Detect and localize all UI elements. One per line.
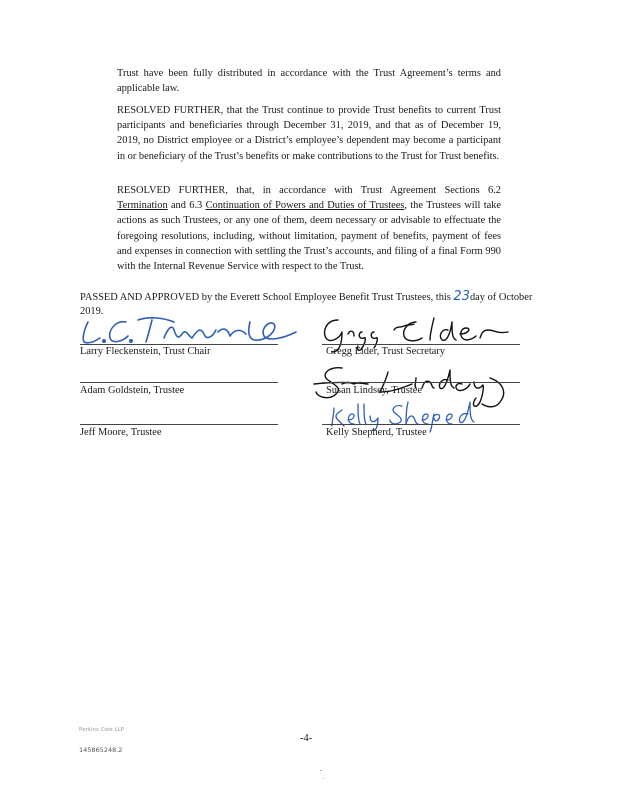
firm-stamp: Perkins Coie LLP	[79, 727, 124, 733]
label-goldstein: Adam Goldstein, Trustee	[80, 385, 185, 396]
paragraph-resolved-benefits: RESOLVED FURTHER, that the Trust continue to provide Trust benefits to current Trust participants and beneficiaries through December 31, 2019, and that as of December 19, 2019, no District employee or a District’s employee’s dependent may become a participant in or beneficiary of the Trust’s benefits or make contributions to the Trust for Trust benefits.	[117, 105, 501, 162]
label-lindsey: Susan Lindsey, Trustee	[326, 385, 423, 396]
approval-suffix: day of October 2019.	[80, 292, 533, 317]
signature-line-shepherd	[322, 424, 520, 425]
scan-speck	[320, 770, 322, 771]
document-id: 145865248.2	[79, 746, 123, 754]
signature-line-lindsey	[322, 382, 520, 383]
page-number: -4-	[300, 733, 313, 744]
resolved-actions-prefix: RESOLVED FURTHER, that, in accordance with Trust Agreement Sections 6.2	[117, 185, 501, 196]
signature-line-moore	[80, 424, 278, 425]
termination-term: Termination	[117, 200, 168, 212]
paragraph-resolved-actions	[117, 183, 501, 274]
label-shepherd: Kelly Shepherd, Trustee	[326, 427, 427, 438]
signature-line-secretary	[322, 344, 520, 345]
continuation-term: Continuation of Powers and Duties of Trustees	[205, 200, 405, 212]
label-secretary: Gregg Elder, Trust Secretary	[326, 346, 446, 357]
scan-speck	[323, 778, 324, 779]
label-chair: Larry Fleckenstein, Trust Chair	[80, 346, 211, 357]
signature-line-goldstein	[80, 382, 278, 383]
signature-line-chair	[80, 344, 278, 345]
signature-chair	[78, 308, 303, 348]
resolved-actions-mid: and 6.3	[167, 200, 206, 212]
approval-day-handwritten: 23	[453, 289, 470, 304]
approval-prefix: PASSED AND APPROVED by the Everett School Employee Benefit Trust Trustees, this	[80, 292, 454, 303]
resolved-actions-suffix: , the Trustees will take actions as such Trustees, or any one of them, deem necessary or advisable to effectuate the foregoing resolutions, including, without limitation, payment of benefits, payment of fees and expenses in connection with settling the Trust’s accounts, and filing of a final Form 990 with the Internal Revenue Service with respect to the Trust.	[117, 200, 501, 273]
label-moore: Jeff Moore, Trustee	[80, 427, 162, 438]
paragraph-distribution: Trust have been fully distributed in accordance with the Trust Agreement’s terms and applicable law.	[117, 68, 501, 95]
